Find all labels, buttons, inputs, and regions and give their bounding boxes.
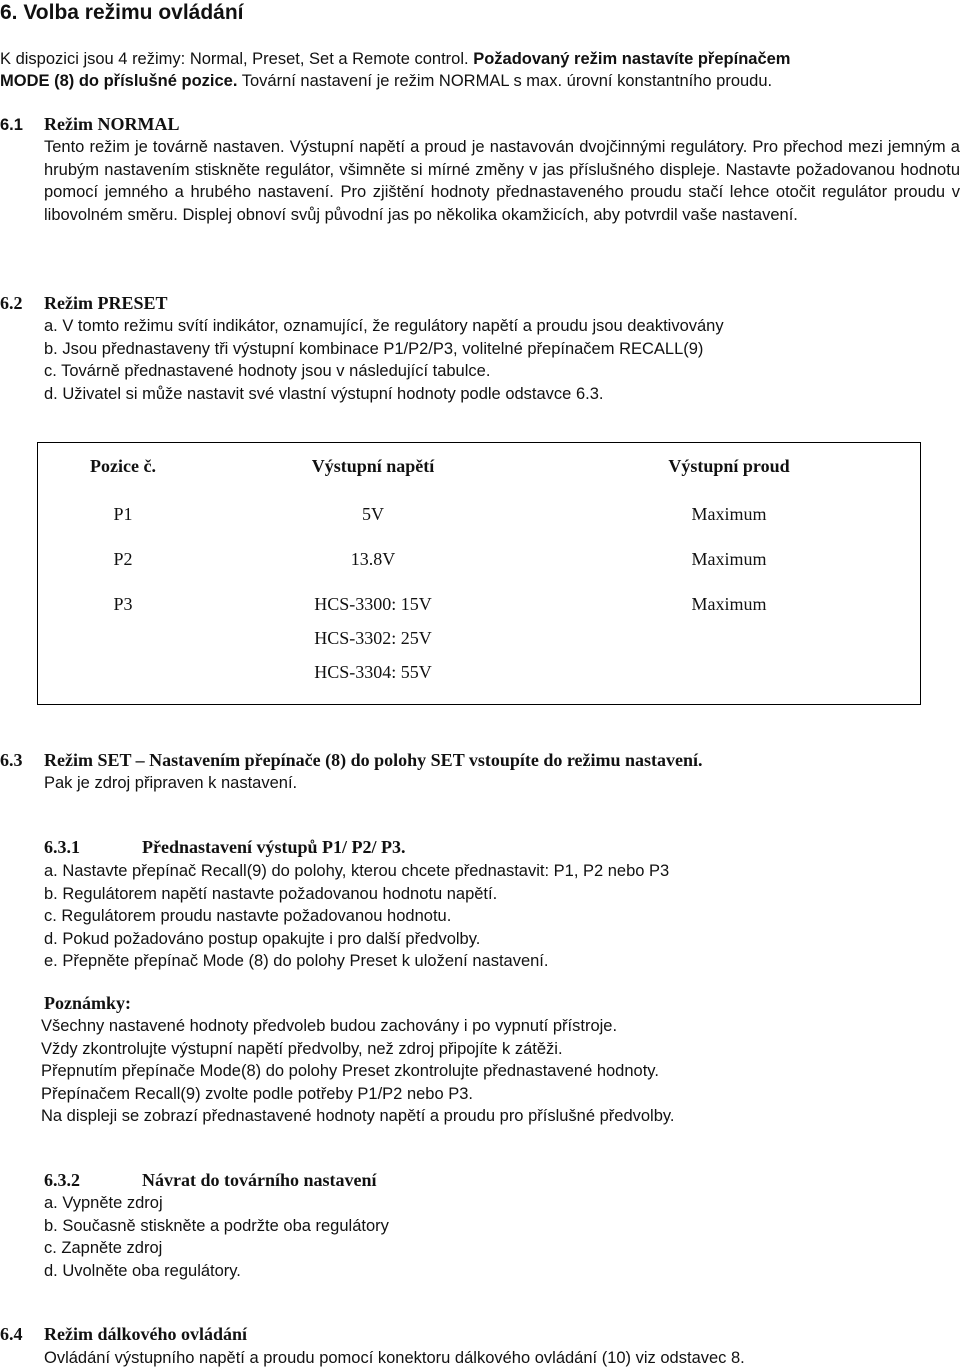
intro-line-1-normal: K dispozici jsou 4 režimy: Normal, Preset, Set a Remote control.: [0, 50, 474, 68]
list-item: b. Jsou přednastaveny tři výstupní kombinace P1/P2/P3, volitelné přepínačem RECALL(9): [44, 339, 704, 358]
list-item: Přepnutím přepínače Mode(8) do polohy Preset zkontrolujte přednastavené hodnoty.: [41, 1062, 659, 1080]
paragraph-6-4: Ovládání výstupního napětí a proudu pomocí konektoru dálkového ovládání (10) viz odstavec 8.: [44, 1349, 745, 1367]
heading-6-1-title: Režim NORMAL: [44, 114, 180, 134]
table-row: [38, 549, 921, 594]
cell-voltage-line: HCS-3302: 25V: [314, 628, 432, 648]
heading-6-2-number: 6.2: [0, 293, 23, 313]
cell-voltage: 13.8V: [350, 549, 396, 569]
list-item: Vždy zkontrolujte výstupní napětí předvolby, než zdroj připojíte k zátěži.: [41, 1039, 563, 1058]
cell-position: P2: [113, 549, 133, 569]
list-item: Všechny nastavené hodnoty předvoleb budou zachovány i po vypnutí přístroje.: [41, 1017, 618, 1035]
list-item: Přepínačem Recall(9) zvolte podle potřeby P1/P2 nebo P3.: [41, 1084, 473, 1103]
table-header-row: [38, 443, 921, 505]
paragraph-6-3: Pak je zdroj připraven k nastavení.: [44, 774, 298, 792]
intro-line-2: [0, 70, 772, 93]
list-item: a. Vypněte zdroj: [44, 1194, 163, 1212]
list-item: c. Regulátorem proudu nastavte požadovanou hodnotu.: [44, 907, 452, 925]
header-position: Pozice č.: [90, 456, 156, 476]
list-item: d. Pokud požadováno postup opakujte i pro další předvolby.: [44, 929, 481, 948]
heading-6-3-number: 6.3: [0, 750, 23, 770]
intro-line-2-bold: MODE (8) do příslušné pozice.: [0, 72, 238, 90]
preset-setup-list: [44, 860, 669, 973]
heading-6-3-1-title: Přednastavení výstupů P1/ P2/ P3.: [142, 837, 406, 857]
heading-6-4-title: Režim dálkového ovládání: [44, 1324, 248, 1344]
table-row: [38, 594, 921, 705]
cell-voltage: 5V: [362, 504, 384, 524]
header-voltage: Výstupní napětí: [311, 456, 435, 476]
intro-line-2-normal: Tovární nastavení je režim NORMAL s max. úrovní konstantního proudu.: [237, 72, 773, 90]
list-item: d. Uvolněte oba regulátory.: [44, 1261, 241, 1280]
paragraph-6-1: Tento režim je továrně nastaven. Výstupní napětí a proud je nastavován dvojčinnými regulátory. Pro přechod mezi jemným a hrubým nastavením stiskněte regulátor, všimněte si mírné změny v jas příslušného displeje. Nastavte požadovanou hodnotu pomocí jemného a hrubého nastavení. Pro zjištění hodnoty přednastaveného proudu stačí lehce otočit regulátor proudu v libovolném směru. Displej obnoví svůj původní jas po několika okamžicích, aby potvrdil vaše nastavení.: [44, 138, 960, 224]
heading-6-2-title: Režim PRESET: [44, 293, 168, 313]
list-item: a. Nastavte přepínač Recall(9) do polohy, kterou chcete přednastavit: P1, P2 nebo P3: [44, 862, 670, 880]
heading-6-1-number: 6.1: [0, 116, 23, 134]
heading-6-3-2-title: Návrat do továrního nastavení: [142, 1170, 377, 1190]
intro-line-1: [0, 48, 790, 71]
heading-6-3-1: [44, 837, 406, 858]
heading-6-4-number: 6.4: [0, 1324, 23, 1344]
list-item: b. Současně stiskněte a podržte oba regulátory: [44, 1216, 389, 1235]
heading-6-3-1-number: 6.3.1: [44, 837, 80, 857]
list-item: c. Továrně přednastavené hodnoty jsou v následující tabulce.: [44, 362, 491, 380]
list-item: Na displeji se zobrazí přednastavené hodnoty napětí a proudu pro příslušné předvolby.: [41, 1107, 675, 1125]
list-item: b. Regulátorem napětí nastavte požadovanou hodnotu napětí.: [44, 884, 498, 903]
heading-6-1: [0, 114, 179, 135]
cell-position: P3: [113, 594, 133, 614]
list-item: e. Přepněte přepínač Mode (8) do polohy Preset k uložení nastavení.: [44, 952, 549, 970]
cell-position: P1: [113, 504, 133, 524]
cell-current: Maximum: [691, 594, 767, 614]
heading-6-2: [0, 293, 168, 314]
list-item: d. Uživatel si může nastavit své vlastní výstupní hodnoty podle odstavce 6.3.: [44, 384, 604, 403]
cell-voltage: [208, 594, 538, 705]
list-item: c. Zapněte zdroj: [44, 1239, 163, 1257]
preset-list: [44, 315, 724, 405]
cell-voltage-line: HCS-3300: 15V: [314, 594, 432, 614]
heading-6-3: [0, 750, 703, 771]
heading-6-3-2: [44, 1170, 377, 1191]
section-title: 6. Volba režimu ovládání: [0, 1, 244, 24]
heading-6-3-title: Režim SET – Nastavením přepínače (8) do polohy SET vstoupíte do režimu nastavení.: [44, 750, 703, 770]
header-current: Výstupní proud: [668, 456, 790, 476]
list-item: a. V tomto režimu svítí indikátor, oznamující, že regulátory napětí a proudu jsou deaktivovány: [44, 317, 724, 335]
intro-line-1-bold: Požadovaný režim nastavíte přepínačem: [473, 50, 791, 68]
cell-voltage-line: HCS-3304: 55V: [314, 662, 432, 682]
preset-table: [37, 442, 921, 705]
table-row: [38, 504, 921, 549]
cell-current: Maximum: [691, 504, 767, 524]
heading-6-4: [0, 1324, 247, 1345]
factory-reset-list: [44, 1192, 389, 1282]
heading-6-3-2-number: 6.3.2: [44, 1170, 80, 1190]
cell-current: Maximum: [691, 549, 767, 569]
notes-title: Poznámky:: [44, 993, 131, 1013]
notes-list: [41, 1015, 675, 1128]
